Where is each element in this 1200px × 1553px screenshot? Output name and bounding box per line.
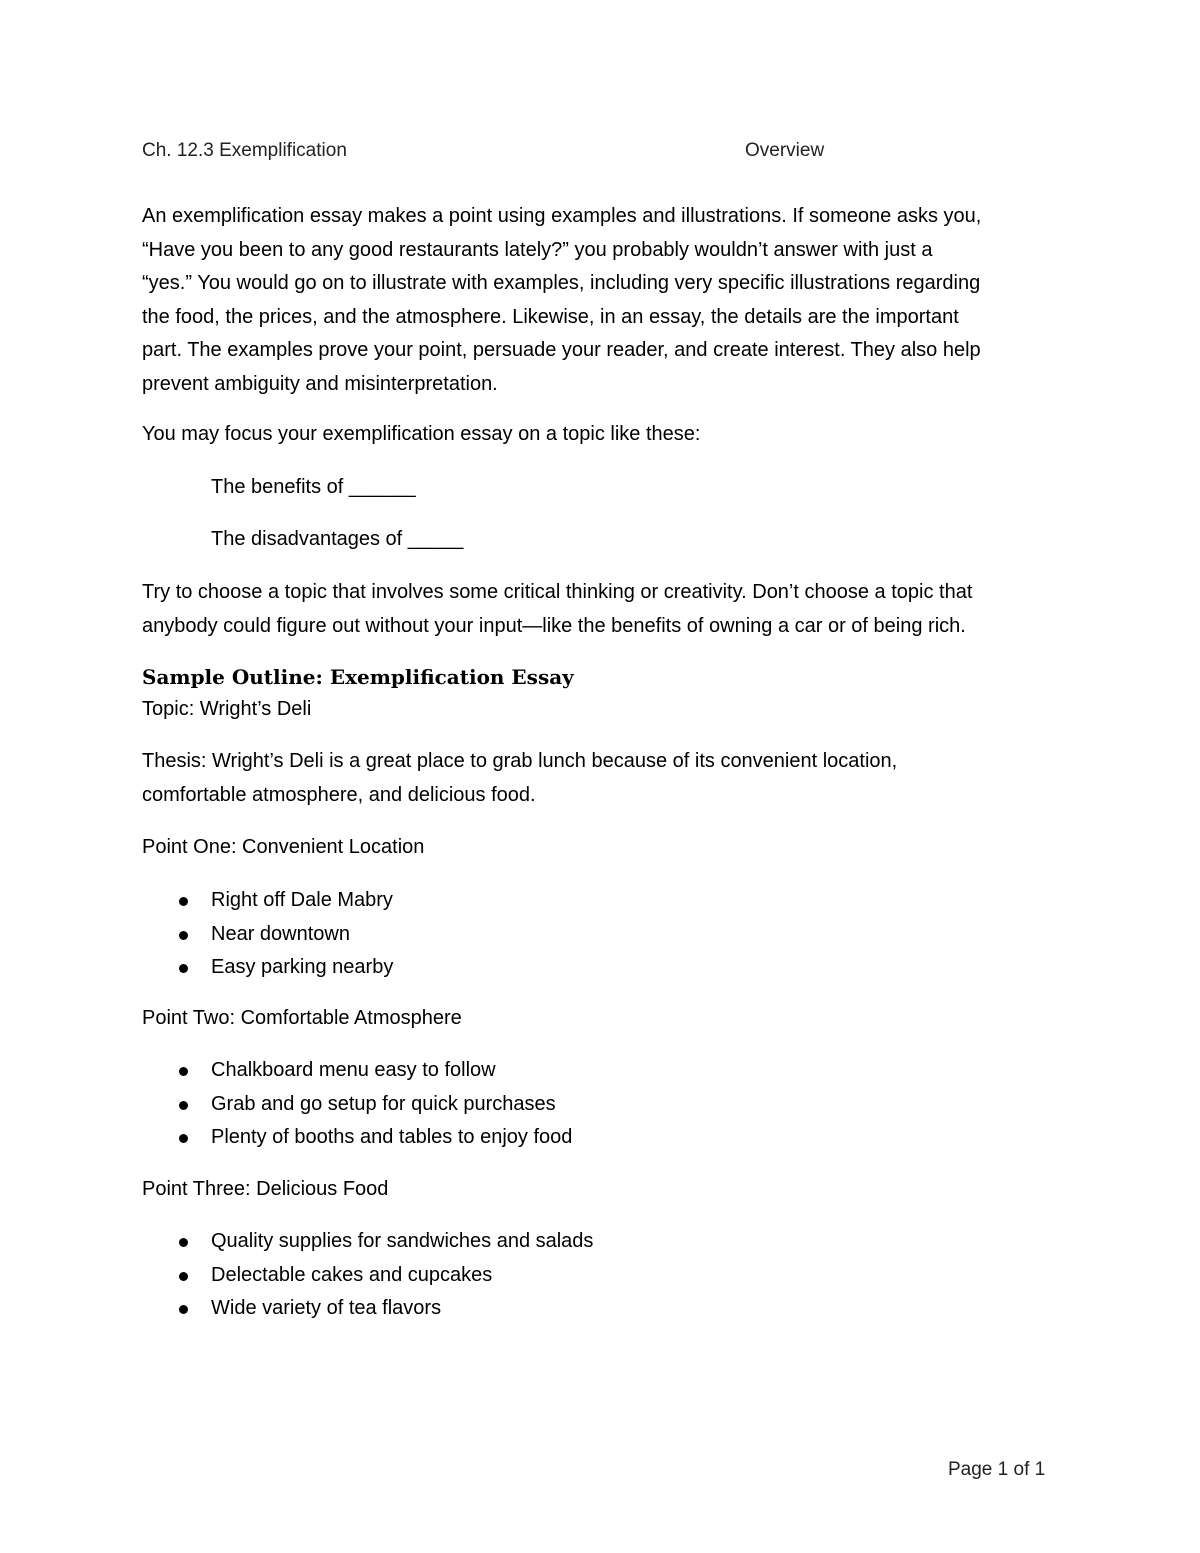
outline-topic: Topic: Wright’s Deli bbox=[142, 698, 312, 720]
bullet-text: Right off Dale Mabry bbox=[211, 889, 393, 911]
list-item bbox=[142, 1088, 572, 1122]
point-two-title: Point Two: Comfortable Atmosphere bbox=[142, 1007, 462, 1029]
point-one-bullet-list bbox=[142, 884, 393, 985]
list-item bbox=[142, 1292, 593, 1326]
intro-line: prevent ambiguity and misinterpretation. bbox=[142, 372, 498, 395]
intro-line: An exemplification essay makes a point using examples and illustrations. If someone asks you, bbox=[142, 205, 982, 227]
point-one-title: Point One: Convenient Location bbox=[142, 836, 425, 858]
thesis-line: comfortable atmosphere, and delicious food. bbox=[142, 783, 536, 806]
bullet-icon bbox=[179, 1134, 188, 1143]
topic-example-benefits: The benefits of ______ bbox=[211, 476, 416, 498]
bullet-text: Delectable cakes and cupcakes bbox=[211, 1263, 493, 1286]
bullet-text: Grab and go setup for quick purchases bbox=[211, 1092, 556, 1115]
list-item bbox=[142, 1054, 572, 1088]
advice-line: Try to choose a topic that involves some critical thinking or creativity. Don’t choose a topic that bbox=[142, 581, 973, 603]
point-three-bullet-list bbox=[142, 1225, 593, 1326]
list-item bbox=[142, 918, 393, 952]
bullet-icon bbox=[179, 1101, 188, 1110]
thesis-line: Thesis: Wright’s Deli is a great place to grab lunch because of its convenient location, bbox=[142, 750, 898, 772]
list-item bbox=[142, 1259, 593, 1293]
intro-paragraph bbox=[142, 200, 1072, 401]
focus-intro-text: You may focus your exemplification essay on a topic like these: bbox=[142, 423, 701, 445]
bullet-text: Easy parking nearby bbox=[211, 956, 394, 978]
bullet-icon bbox=[179, 1305, 188, 1314]
bullet-text: Quality supplies for sandwiches and salads bbox=[211, 1230, 594, 1252]
topic-example-disadvantages: The disadvantages of _____ bbox=[211, 528, 464, 550]
outline-heading: Sample Outline: Exemplification Essay bbox=[142, 665, 574, 689]
header-chapter-title: Ch. 12.3 Exemplification bbox=[142, 140, 347, 161]
bullet-text: Wide variety of tea flavors bbox=[211, 1297, 442, 1319]
bullet-icon bbox=[179, 931, 188, 940]
point-two-bullet-list bbox=[142, 1054, 572, 1155]
list-item bbox=[142, 1121, 572, 1155]
list-item bbox=[142, 951, 393, 985]
bullet-text: Chalkboard menu easy to follow bbox=[211, 1059, 496, 1081]
bullet-text: Plenty of booths and tables to enjoy food bbox=[211, 1126, 573, 1148]
intro-line: part. The examples prove your point, persuade your reader, and create interest. They also help bbox=[142, 339, 981, 361]
intro-line: “Have you been to any good restaurants lately?” you probably wouldn’t answer with just a bbox=[142, 238, 933, 261]
bullet-text: Near downtown bbox=[211, 922, 350, 945]
bullet-icon bbox=[179, 1067, 188, 1076]
page-header bbox=[142, 140, 1062, 168]
page-number-footer: Page 1 of 1 bbox=[948, 1459, 1046, 1480]
intro-line: the food, the prices, and the atmosphere. Likewise, in an essay, the details are the important bbox=[142, 305, 959, 328]
list-item bbox=[142, 884, 393, 918]
list-item bbox=[142, 1225, 593, 1259]
intro-line: “yes.” You would go on to illustrate with examples, including very specific illustrations regarding bbox=[142, 272, 981, 294]
bullet-icon bbox=[179, 1238, 188, 1247]
point-three-title: Point Three: Delicious Food bbox=[142, 1178, 389, 1200]
thesis-paragraph bbox=[142, 745, 1072, 812]
advice-paragraph bbox=[142, 576, 1072, 643]
advice-line: anybody could figure out without your input—like the benefits of owning a car or of being rich. bbox=[142, 614, 966, 637]
bullet-icon bbox=[179, 897, 188, 906]
header-section-label: Overview bbox=[745, 140, 825, 161]
bullet-icon bbox=[179, 1272, 188, 1281]
bullet-icon bbox=[179, 964, 188, 973]
